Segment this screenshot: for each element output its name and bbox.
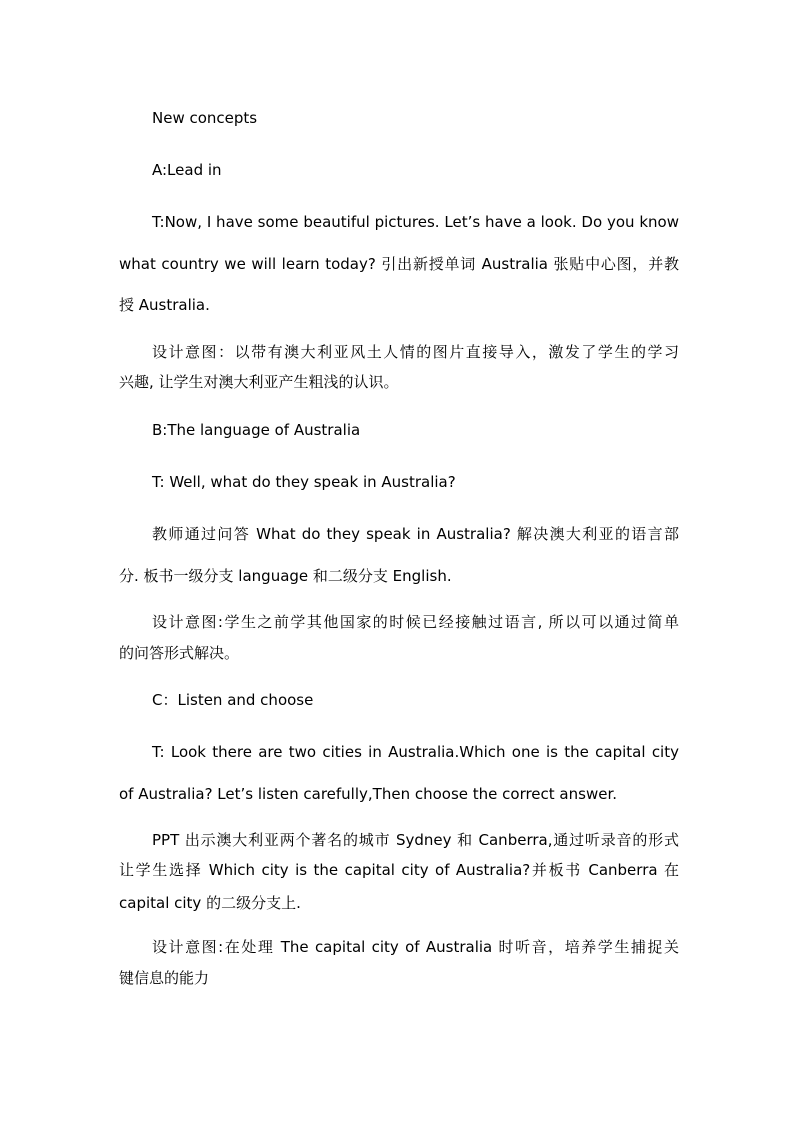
listen-question-line-1: T: Look there are two cities in Australia.Which one is the capital city bbox=[152, 743, 679, 761]
language-question: T: Well, what do they speak in Australia? bbox=[152, 473, 456, 491]
listen-design-intent-line-2: 键信息的能力 bbox=[119, 969, 210, 987]
language-paragraph-line-2: 分. 板书一级分支 language 和二级分支 English. bbox=[119, 567, 452, 585]
language-design-intent-line-2: 的问答形式解决。 bbox=[119, 644, 240, 662]
lead-in-design-intent-line-2: 兴趣, 让学生对澳大利亚产生粗浅的认识。 bbox=[119, 373, 399, 391]
lead-in-paragraph-line-1: T:Now, I have some beautiful pictures. Let’s have a look. Do you know bbox=[152, 213, 679, 231]
language-paragraph-line-1: 教师通过问答 What do they speak in Australia? 解决澳大利亚的语言部 bbox=[152, 525, 679, 543]
listen-paragraph-line-2: 让学生选择 Which city is the capital city of Australia?并板书 Canberra 在 bbox=[119, 861, 679, 879]
lead-in-design-intent-line-1: 设计意图：以带有澳大利亚风土人情的图片直接导入，激发了学生的学习 bbox=[152, 343, 679, 361]
heading-language: B:The language of Australia bbox=[152, 421, 361, 439]
listen-paragraph-line-3: capital city 的二级分支上. bbox=[119, 894, 301, 912]
listen-design-intent-line-1: 设计意图:在处理 The capital city of Australia 时听音，培养学生捕捉关 bbox=[152, 938, 679, 956]
heading-listen-choose: C：Listen and choose bbox=[152, 691, 314, 709]
heading-lead-in: A:Lead in bbox=[152, 161, 222, 179]
listen-paragraph-line-1: PPT 出示澳大利亚两个著名的城市 Sydney 和 Canberra,通过听录音的形式 bbox=[152, 831, 679, 849]
listen-question-line-2: of Australia? Let’s listen carefully,Then choose the correct answer. bbox=[119, 785, 618, 803]
lead-in-paragraph-line-3: 授 Australia. bbox=[119, 296, 210, 314]
lead-in-paragraph-line-2: what country we will learn today? 引出新授单词 Australia 张贴中心图，并教 bbox=[119, 255, 679, 273]
language-design-intent-line-1: 设计意图:学生之前学其他国家的时候已经接触过语言, 所以可以通过简单 bbox=[152, 613, 679, 631]
heading-new-concepts: New concepts bbox=[152, 109, 258, 127]
